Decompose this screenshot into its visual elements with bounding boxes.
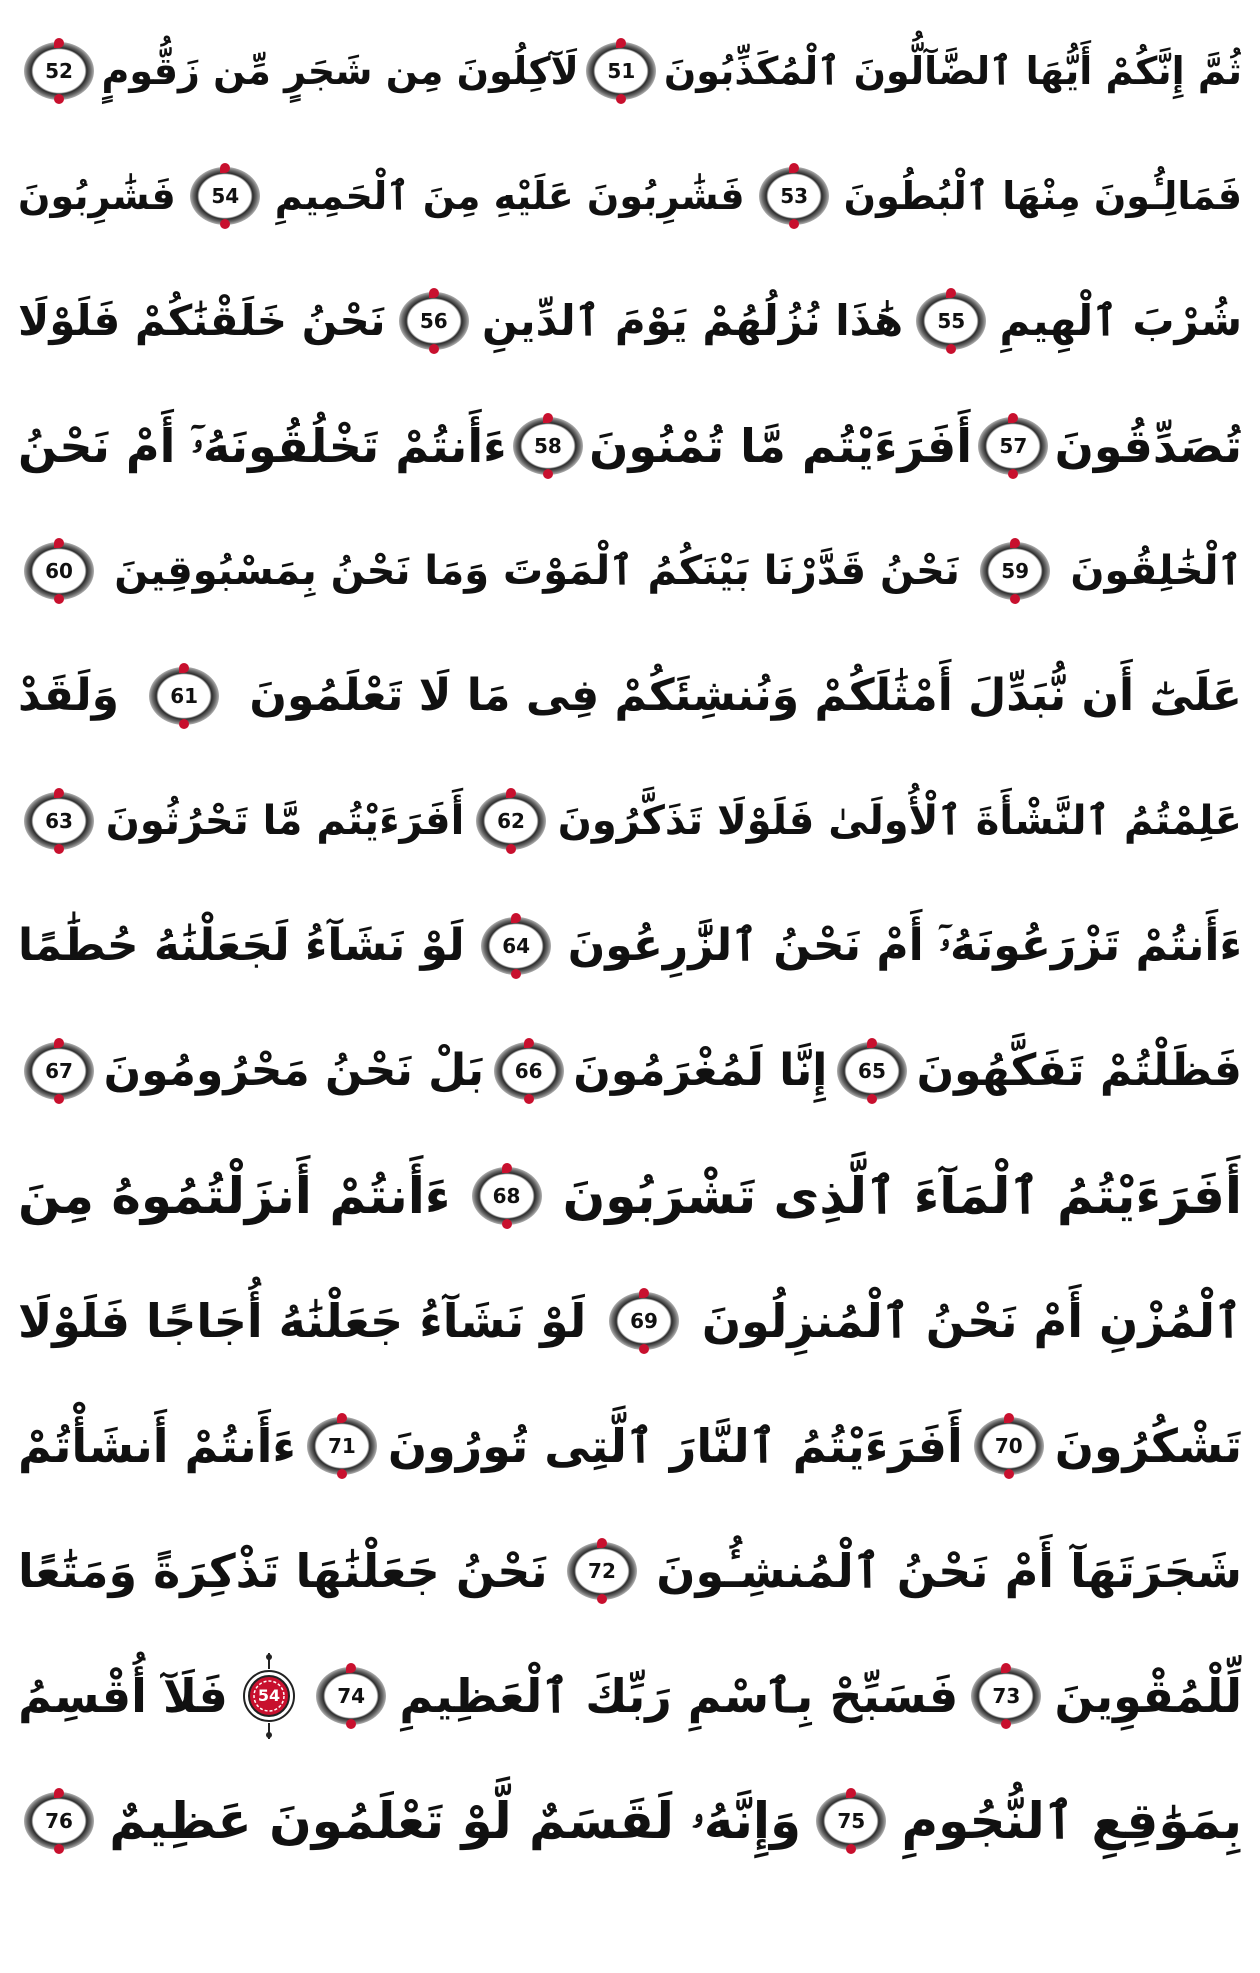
ayah-marker (759, 167, 829, 225)
ayah-marker (494, 1042, 564, 1100)
verse-text: نَحْنُ جَعَلْنَٰهَا تَذْكِرَةً وَمَتَٰعًا (18, 1544, 548, 1598)
ayah-marker (816, 1792, 886, 1850)
verse-text: ءَأَنتُمْ أَنزَلْتُمُوهُ مِنَ (18, 1167, 451, 1225)
text-line-15 (18, 1760, 1242, 1882)
ayah-marker (24, 1792, 94, 1850)
verse-text: عَلَىٰٓ أَن نُّبَدِّلَ أَمْثَٰلَكُمْ وَنُنشِئَكُمْ فِى مَا لَا تَعْلَمُونَ (249, 670, 1242, 721)
verse-text: شُرْبَ ٱلْهِيمِ (999, 296, 1242, 345)
ayah-marker (980, 542, 1050, 600)
ayah-number: 53 (780, 184, 809, 208)
ayah-number: 58 (533, 434, 562, 458)
ayah-number: 69 (630, 1309, 658, 1333)
text-line-1 (18, 10, 1242, 132)
ayah-number: 54 (211, 184, 240, 208)
verse-text: تَشْكُرُونَ (1054, 1419, 1242, 1473)
verse-text: بِمَوَٰقِعِ ٱلنُّجُومِ (901, 1792, 1242, 1850)
verse-text: وَلَقَدْ (18, 670, 119, 721)
ayah-number: 60 (45, 559, 73, 583)
ayah-number: 66 (514, 1059, 543, 1083)
text-line-4 (18, 385, 1242, 507)
text-line-2 (18, 135, 1242, 257)
verse-text: فَظَلْتُمْ تَفَكَّهُونَ (916, 1045, 1242, 1096)
ayah-marker (24, 1042, 94, 1100)
text-line-5 (18, 510, 1242, 632)
verse-text: ٱلْخَٰلِقُونَ (1070, 548, 1242, 594)
ayah-marker (971, 1667, 1041, 1725)
verse-text: فَسَبِّحْ بِٱسْمِ رَبِّكَ ٱلْعَظِيمِ (399, 1669, 959, 1723)
ayah-number: 67 (45, 1059, 73, 1083)
ayah-number: 75 (837, 1809, 866, 1833)
ayah-marker (24, 42, 94, 100)
ayah-marker (472, 1167, 542, 1225)
ayah-number: 63 (45, 809, 73, 833)
ayah-marker (481, 917, 551, 975)
verse-text: فَمَالِـُٔونَ مِنْهَا ٱلْبُطُونَ (843, 174, 1242, 218)
verse-text: لِّلْمُقْوِينَ (1054, 1669, 1242, 1723)
text-line-10 (18, 1135, 1242, 1257)
text-line-12 (18, 1385, 1242, 1507)
verse-text: لَوْ نَشَآءُ جَعَلْنَٰهُ أُجَاجًا فَلَوْلَا (18, 1294, 587, 1348)
ayah-marker (476, 792, 546, 850)
ayah-number: 64 (502, 934, 531, 958)
verse-text: لَوْ نَشَآءُ لَجَعَلْنَٰهُ حُطَٰمًا (18, 920, 465, 971)
verse-text: نَحْنُ قَدَّرْنَا بَيْنَكُمُ ٱلْمَوْتَ وَمَا نَحْنُ بِمَسْبُوقِينَ (114, 548, 960, 594)
verse-text: أَفَرَءَيْتُمُ ٱلْمَآءَ ٱلَّذِى تَشْرَبُونَ (562, 1167, 1242, 1225)
hizb-number: 54 (257, 1686, 281, 1705)
verse-text: بَلْ نَحْنُ مَحْرُومُونَ (103, 1045, 484, 1096)
text-line-11 (18, 1260, 1242, 1382)
verse-text: عَلِمْتُمُ ٱلنَّشْأَةَ ٱلْأُولَىٰ فَلَوْلَا تَذَكَّرُونَ (557, 798, 1242, 844)
ayah-number: 74 (337, 1684, 366, 1708)
ayah-number: 61 (170, 684, 199, 708)
verse-text: شَجَرَتَهَآ أَمْ نَحْنُ ٱلْمُنشِـُٔونَ (656, 1544, 1242, 1598)
ayah-number: 70 (994, 1434, 1023, 1458)
ayah-marker (974, 1417, 1044, 1475)
ayah-marker (24, 792, 94, 850)
verse-text: فَلَآ أُقْسِمُ (18, 1669, 228, 1723)
ayah-number: 62 (497, 809, 525, 833)
ayah-number: 72 (588, 1559, 616, 1583)
text-line-3 (18, 260, 1242, 382)
ayah-number: 73 (992, 1684, 1021, 1708)
ayah-number: 52 (45, 59, 73, 83)
verse-text: ءَأَنتُمْ أَنشَأْتُمْ (18, 1419, 296, 1473)
ayah-marker (190, 167, 260, 225)
verse-text: أَفَرَءَيْتُم مَّا تَحْرُثُونَ (105, 798, 465, 844)
ayah-number: 57 (999, 434, 1028, 458)
verse-text: نَحْنُ خَلَقْنَٰكُمْ فَلَوْلَا (18, 296, 386, 345)
verse-text: إِنَّا لَمُغْرَمُونَ (573, 1045, 828, 1096)
ayah-number: 68 (492, 1184, 521, 1208)
ayah-marker (586, 42, 656, 100)
ayah-marker (513, 417, 583, 475)
ayah-marker (609, 1292, 679, 1350)
verse-text: فَشَٰرِبُونَ (18, 174, 176, 218)
ayah-marker (307, 1417, 377, 1475)
text-line-9 (18, 1010, 1242, 1132)
ayah-marker (399, 292, 469, 350)
hizb-marker-icon (239, 1651, 299, 1741)
ayah-number: 65 (858, 1059, 886, 1083)
verse-text: فَشَٰرِبُونَ عَلَيْهِ مِنَ ٱلْحَمِيمِ (274, 174, 745, 218)
text-line-8 (18, 885, 1242, 1007)
verse-text: ءَأَنتُمْ تَزْرَعُونَهُۥٓ أَمْ نَحْنُ ٱلزَّٰرِعُونَ (567, 920, 1242, 971)
verse-text: وَإِنَّهُۥ لَقَسَمٌ لَّوْ تَعْلَمُونَ عَظِيمٌ (109, 1792, 802, 1850)
verse-text: ثُمَّ إِنَّكُمْ أَيُّهَا ٱلضَّآلُّونَ ٱلْمُكَذِّبُونَ (663, 49, 1242, 93)
ayah-marker (24, 542, 94, 600)
ayah-number: 71 (327, 1434, 356, 1458)
ayah-number: 55 (937, 309, 966, 333)
ayah-marker (316, 1667, 386, 1725)
text-line-14 (18, 1635, 1242, 1757)
verse-text: لَآكِلُونَ مِن شَجَرٍ مِّن زَقُّومٍ (101, 49, 579, 93)
ayah-marker (837, 1042, 907, 1100)
ayah-number: 56 (419, 309, 448, 333)
text-line-7 (18, 760, 1242, 882)
text-line-6 (18, 635, 1242, 757)
ayah-number: 59 (1001, 559, 1030, 583)
verse-text: أَفَرَءَيْتُم مَّا تُمْنُونَ (589, 419, 973, 473)
ayah-number: 76 (45, 1809, 73, 1833)
ayah-marker (567, 1542, 637, 1600)
text-line-13 (18, 1510, 1242, 1632)
ayah-marker (149, 667, 219, 725)
verse-text: هَٰذَا نُزُلُهُمْ يَوْمَ ٱلدِّينِ (482, 296, 904, 345)
ayah-marker (916, 292, 986, 350)
verse-text: ٱلْمُزْنِ أَمْ نَحْنُ ٱلْمُنزِلُونَ (701, 1294, 1242, 1348)
ayah-marker (978, 417, 1048, 475)
ayah-number: 51 (607, 59, 636, 83)
verse-text: تُصَدِّقُونَ (1054, 419, 1242, 473)
verse-text: أَفَرَءَيْتُمُ ٱلنَّارَ ٱلَّتِى تُورُونَ (387, 1419, 963, 1473)
verse-text: ءَأَنتُمْ تَخْلُقُونَهُۥٓ أَمْ نَحْنُ (18, 419, 507, 473)
